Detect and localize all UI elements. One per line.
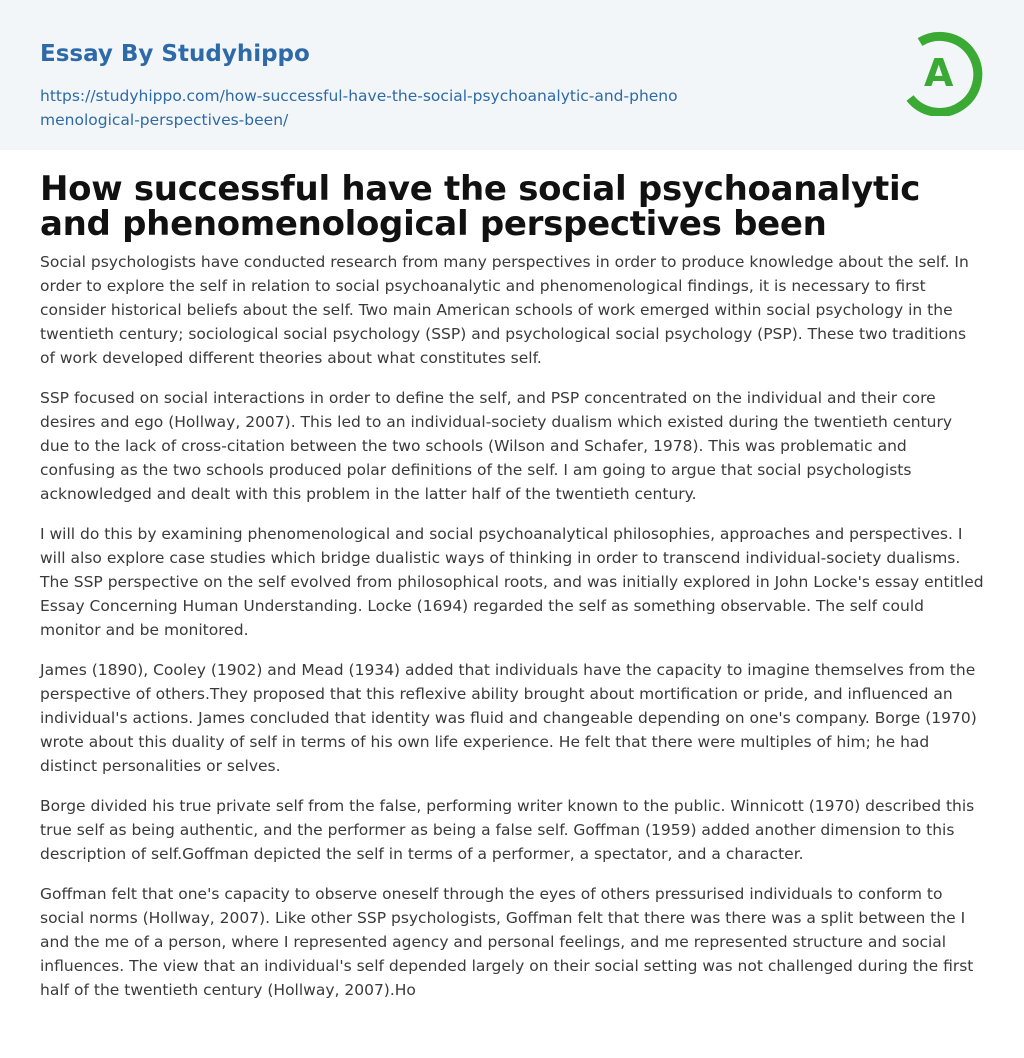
source-url-link[interactable]: https://studyhippo.com/how-successful-have-the-social-psychoanalytic-and-phenomenological-perspectives-been/	[40, 87, 678, 129]
article-paragraph: James (1890), Cooley (1902) and Mead (1934) added that individuals have the capacity to imagine themselves from the perspective of others.They proposed that this reflexive ability brought about mortification or pride, and influenced an individual's actions. James concluded that identity was fluid and changeable depending on one's company. Borge (1970) wrote about this duality of self in terms of his own life experience. He felt that there were multiples of him; he had distinct personalities or selves.	[40, 661, 977, 775]
article	[0, 169, 1024, 1002]
article-title: How successful have the social psychoanalytic and phenomenological perspectives been	[40, 169, 921, 244]
studyhippo-logo-icon[interactable]	[898, 28, 986, 116]
article-paragraph: SSP focused on social interactions in order to define the self, and PSP concentrated on the individual and their core desires and ego (Hollway, 2007). This led to an individual-society dualism which existed during the twentieth century due to the lack of cross-citation between the two schools (Wilson and Schafer, 1978). This was problematic and confusing as the two schools produced polar definitions of the self. I am going to argue that social psychologists acknowledged and dealt with this problem in the latter half of the twentieth century.	[40, 389, 953, 503]
article-paragraph: Borge divided his true private self from the false, performing writer known to the public. Winnicott (1970) described this true self as being authentic, and the performer as being a false self. Goffman (1959) added another dimension to this description of self.Goffman depicted the self in terms of a performer, a spectator, and a character.	[40, 797, 975, 863]
article-paragraph: Social psychologists have conducted research from many perspectives in order to produce knowledge about the self. In order to explore the self in relation to social psychoanalytic and phenomenological findings, it is necessary to first consider historical beliefs about the self. Two main American schools of work emerged within social psychology in the twentieth century; sociological social psychology (SSP) and psychological social psychology (PSP). These two traditions of work developed different theories about what constitutes self.	[40, 253, 969, 367]
page-header	[0, 0, 1024, 150]
logo-letter: A	[924, 51, 954, 95]
article-paragraph: Goffman felt that one's capacity to observe oneself through the eyes of others pressurised individuals to conform to social norms (Hollway, 2007). Like other SSP psychologists, Goffman felt that there was there was a split between the I and the me of a person, where I represented agency and personal feelings, and me represented structure and social influences. The view that an individual's self depended largely on their social setting was not challenged during the first half of the twentieth century (Hollway, 2007).Ho	[40, 885, 974, 999]
site-brand[interactable]: Essay By Studyhippo	[40, 41, 310, 67]
article-paragraph: I will do this by examining phenomenological and social psychoanalytical philosophies, approaches and perspectives. I will also explore case studies which bridge dualistic ways of thinking in order to transcend individual-society dualisms. The SSP perspective on the self evolved from philosophical roots, and was initially explored in John Locke's essay entitled Essay Concerning Human Understanding. Locke (1694) regarded the self as something observable. The self could monitor and be monitored.	[40, 525, 984, 639]
